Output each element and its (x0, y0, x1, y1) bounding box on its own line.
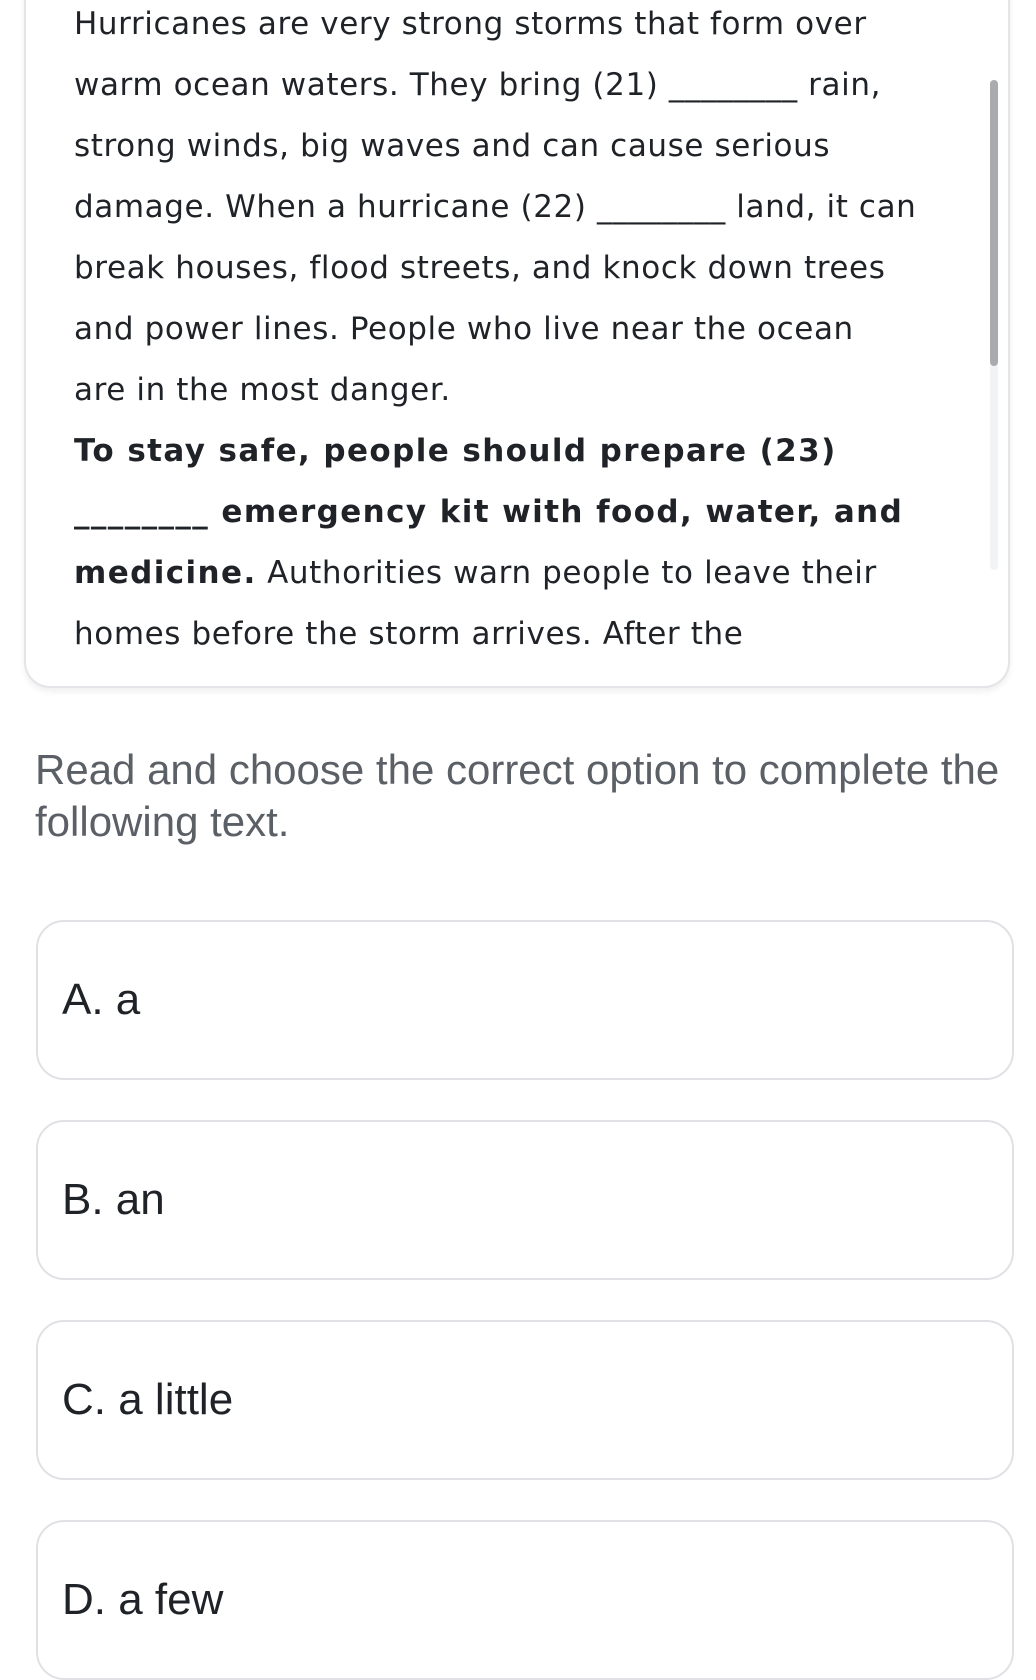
option-label: A. a (62, 975, 141, 1024)
passage-segment-intro: Hurricanes are very strong storms that form over warm ocean waters. They bring (21) ________ rain, strong winds, big waves and can cause serious damage. When a hurricane (22) ________ land, it can break houses, flood streets, and knock down trees and power lines. People who live near the ocean are in the most danger. (74, 6, 917, 408)
passage-scrollbar[interactable] (990, 80, 998, 570)
option-b[interactable] (36, 1120, 1014, 1280)
option-a[interactable] (36, 920, 1014, 1080)
option-label: C. a little (62, 1375, 234, 1424)
reading-passage-card[interactable] (24, 0, 1010, 688)
option-label: B. an (62, 1175, 165, 1224)
question-instruction: Read and choose the correct option to complete the following text. (35, 746, 1000, 845)
option-d[interactable] (36, 1520, 1014, 1680)
passage-segment-continued: Authorities warn people to leave their homes before the storm arrives. After the (74, 555, 877, 652)
passage-segment-highlighted: To stay safe, people should prepare (23) ________ emergency kit with food, water, and medicine. (74, 433, 904, 591)
option-label: D. a few (62, 1575, 224, 1624)
option-c[interactable] (36, 1320, 1014, 1480)
passage-text (74, 0, 974, 665)
passage-scrollbar-thumb[interactable] (990, 80, 998, 366)
